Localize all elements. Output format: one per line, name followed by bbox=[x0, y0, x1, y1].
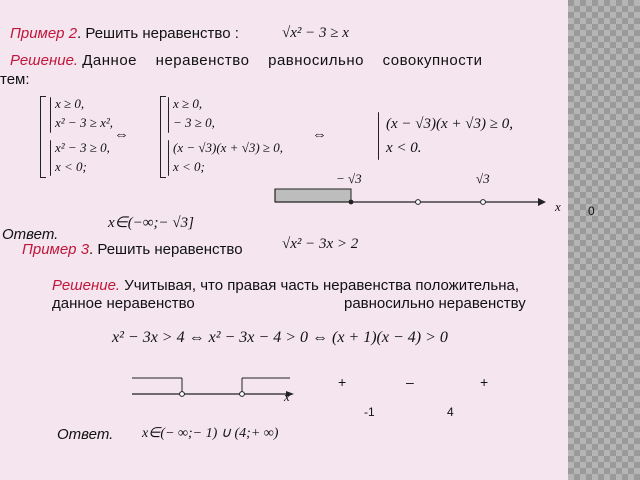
example3-chain: x² − 3x > 4 ⇔ x² − 3x − 4 > 0 ⇔ (x + 1)(x − 4) > 0 bbox=[112, 329, 448, 346]
example3-solution-label: Решение. bbox=[52, 277, 121, 294]
axis-label-zero: 0 bbox=[588, 204, 595, 218]
example3-solution-text1: Учитывая, что правая часть неравенства положительна, bbox=[124, 277, 519, 294]
example2-task: . Решить неравенство : bbox=[77, 25, 239, 42]
equiv-symbol-2: ⇔ bbox=[312, 127, 327, 143]
point-zero bbox=[416, 200, 421, 205]
number-line-3 bbox=[128, 368, 298, 410]
axis-label-neg-sqrt3: − √3 bbox=[336, 171, 362, 186]
example2-solution-line bbox=[10, 52, 483, 69]
axis-label-sqrt3: √3 bbox=[476, 171, 490, 186]
collection-bracket-1 bbox=[40, 96, 41, 178]
system1-line2: x² − 3 ≥ x², bbox=[55, 115, 113, 130]
example3-solution-line2a: данное неравенство bbox=[52, 295, 195, 312]
example2-inequality: √x² − 3 ≥ x bbox=[282, 25, 349, 41]
system-brace-1 bbox=[50, 97, 51, 133]
example2-title: Пример 2 bbox=[10, 25, 78, 42]
example2-solution-text: Данное неравенство равносильно совокупности bbox=[82, 52, 483, 69]
system3 bbox=[173, 94, 215, 132]
shaded-region bbox=[275, 189, 351, 202]
example2-solution-text-2: тем: bbox=[0, 71, 30, 88]
axis-arrow bbox=[538, 198, 546, 206]
system-brace-4 bbox=[168, 140, 169, 176]
axis-label-x: x bbox=[555, 199, 561, 214]
axis3-point-minus-one: -1 bbox=[364, 405, 375, 419]
example3-inequality: √x² − 3x > 2 bbox=[282, 236, 359, 252]
system1-line1: x ≥ 0, bbox=[55, 96, 85, 111]
system-brace-5 bbox=[378, 112, 379, 160]
system2-line2: x < 0; bbox=[55, 159, 87, 174]
system3-line1: x ≥ 0, bbox=[173, 96, 203, 111]
sign-2: – bbox=[406, 374, 414, 390]
collection-bracket-2 bbox=[160, 96, 161, 178]
side-pattern-panel bbox=[568, 0, 640, 480]
system5 bbox=[386, 112, 513, 160]
point-sqrt3 bbox=[481, 200, 486, 205]
example3-solution-line2b: равносильно неравенству bbox=[344, 295, 526, 312]
number-line-2 bbox=[270, 170, 570, 220]
point-neg-sqrt3 bbox=[349, 200, 354, 205]
system4 bbox=[173, 138, 283, 176]
system4-line1: (x − √3)(x + √3) ≥ 0, bbox=[173, 140, 284, 155]
sign-1: + bbox=[338, 374, 347, 390]
system2-line1: x² − 3 ≥ 0, bbox=[55, 140, 110, 155]
sign-3: + bbox=[480, 374, 489, 390]
example3-solution-line1 bbox=[52, 277, 519, 294]
system3-line2: − 3 ≥ 0, bbox=[173, 115, 215, 130]
example2-answer-value: x∈(−∞;− √3] bbox=[108, 215, 194, 231]
example3-answer-label: Ответ. bbox=[57, 426, 114, 443]
system-brace-3 bbox=[168, 97, 169, 133]
axis3-label-x: x bbox=[284, 389, 290, 404]
example3-title: Пример 3 bbox=[22, 241, 90, 258]
example3-heading bbox=[22, 241, 243, 258]
axis3-point-four: 4 bbox=[447, 405, 454, 419]
example2-answer-label: Ответ. bbox=[2, 226, 59, 243]
system5-line2: x < 0. bbox=[386, 140, 422, 156]
system1 bbox=[55, 94, 113, 132]
point-minus-one bbox=[180, 392, 185, 397]
example3-answer-value: x∈(− ∞;− 1) ∪ (4;+ ∞) bbox=[142, 426, 279, 441]
example2-heading bbox=[10, 25, 239, 42]
point-four bbox=[240, 392, 245, 397]
system-brace-2 bbox=[50, 140, 51, 176]
example3-task: . Решить неравенство bbox=[89, 241, 243, 258]
system4-line2: x < 0; bbox=[173, 159, 205, 174]
system5-line1: (x − √3)(x + √3) ≥ 0, bbox=[386, 116, 513, 132]
system2 bbox=[55, 138, 110, 176]
equiv-symbol-1: ⇔ bbox=[114, 127, 129, 143]
example2-solution-label: Решение. bbox=[10, 52, 79, 69]
